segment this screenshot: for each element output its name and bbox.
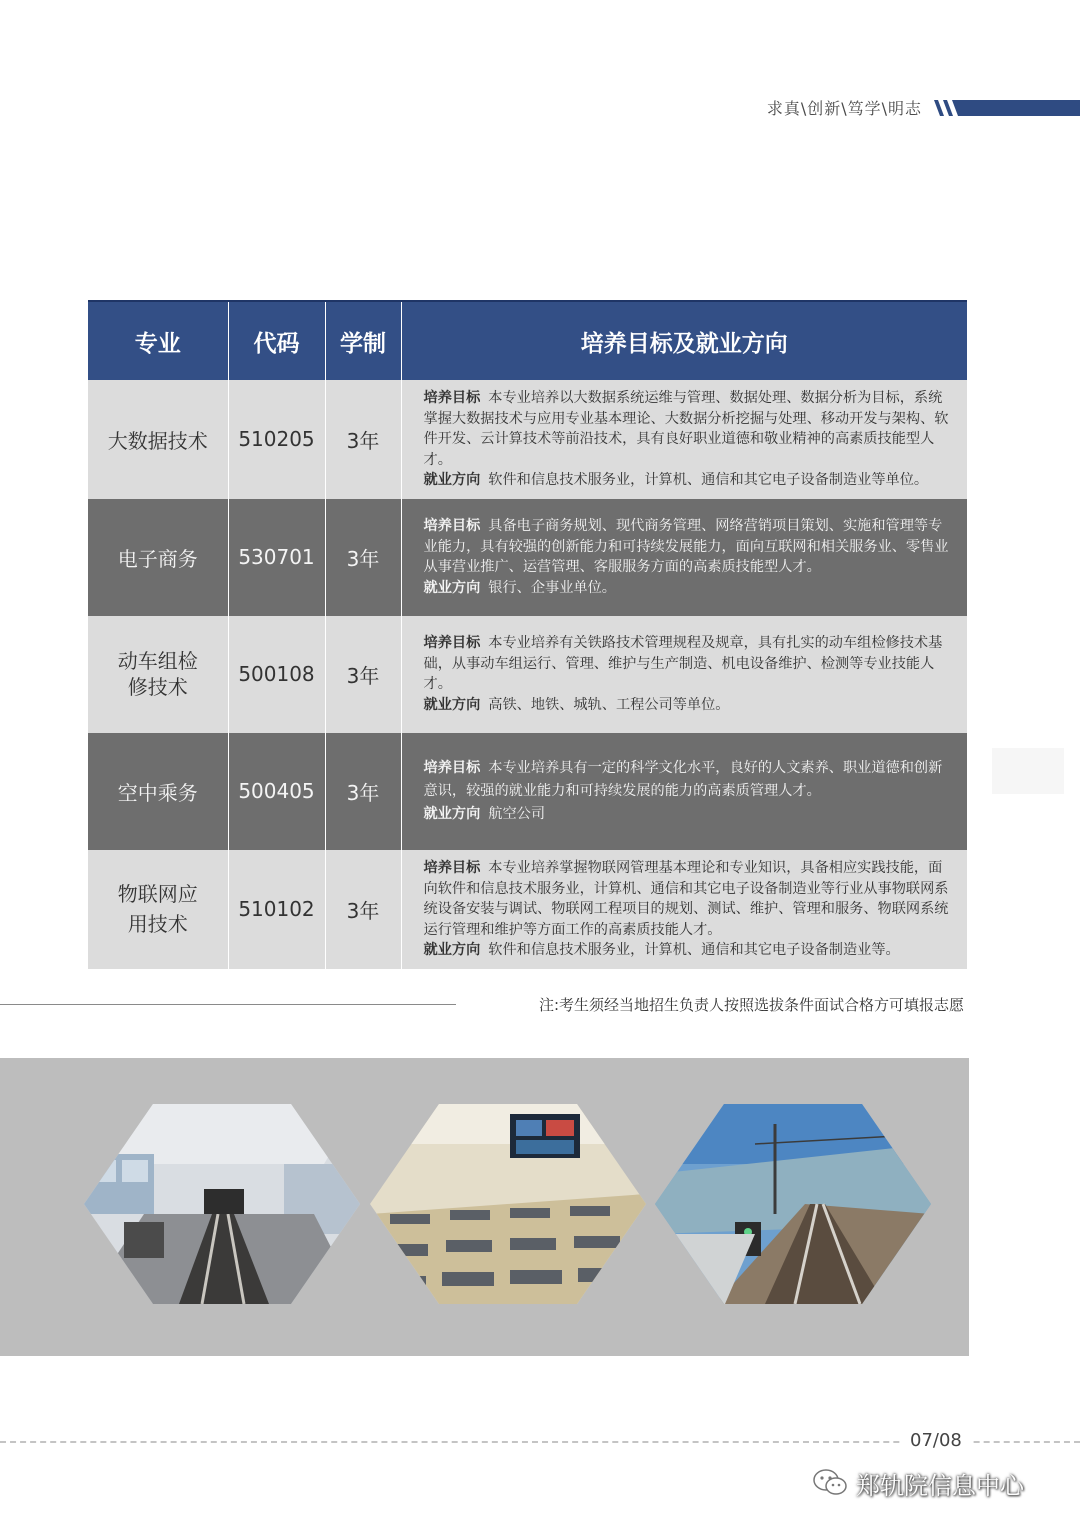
job-text: 航空公司 [488,805,546,822]
major-name-text: 动车组检修技术 [117,649,198,700]
major-name-text: 空中乘务 [117,780,198,805]
employment-direction [424,470,956,491]
job-text: 银行、企事业单位。 [488,580,616,597]
training-goal [424,388,956,470]
job-text: 软件和信息技术服务业，计算机、通信和其它电子设备制造业等。 [488,942,900,959]
page-number: 07/08 [902,1430,970,1451]
major-duration: 3年 [325,380,401,499]
wechat-icon [812,1468,848,1498]
table-row [88,733,967,850]
major-code: 500108 [228,616,325,733]
major-code: 500405 [228,733,325,850]
major-description [401,850,967,969]
major-name-text: 大数据技术 [107,428,208,453]
job-label: 就业方向 [423,580,481,597]
job-text: 高铁、地铁、城轨、工程公司等单位。 [488,697,730,714]
employment-direction [424,940,956,961]
major-name [88,616,228,733]
slash-bar-decoration [930,98,1080,118]
major-code: 510102 [228,850,325,969]
major-name-text: 物联网应用技术 [117,882,198,937]
training-goal [424,757,956,803]
training-goal [424,858,956,940]
goal-text: 具备电子商务规划、现代商务管理、网络营销项目策划、实施和管理等专业能力，具有较强的创新能力和可持续发展能力，面向互联网和相关服务业、零售业从事营业推广、运营管理、客服服务方面的高素质技能型人才。 [423,518,949,576]
goal-label: 培养目标 [423,859,481,876]
training-goal [424,516,956,578]
major-duration: 3年 [325,733,401,850]
major-description [401,733,967,850]
major-name [88,499,228,616]
header-major: 专业 [88,301,228,380]
header-duration: 学制 [325,301,401,380]
photo-training-hall [84,1104,360,1304]
photo-computer-lab [370,1104,646,1304]
table-row [88,499,967,616]
header-goal-and-jobs: 培养目标及就业方向 [401,301,967,380]
employment-direction [424,578,956,599]
job-label: 就业方向 [423,805,481,822]
goal-text: 本专业培养有关铁路技术管理规程及规章，具有扎实的动车组检修技术基础，从事动车组运行、管理、维护与生产制造、机电设备维护、检测等专业技能人才。 [423,635,943,693]
goal-label: 培养目标 [423,390,481,406]
photo-band [0,1058,969,1356]
major-duration: 3年 [325,499,401,616]
major-duration: 3年 [325,616,401,733]
job-label: 就业方向 [423,942,481,959]
header-code: 代码 [228,301,325,380]
goal-text: 本专业培养掌握物联网管理基本理论和专业知识，具备相应实践技能，面向软件和信息技术服务业，计算机、通信和其它电子设备制造业等行业从事物联网系统设备安装与调试、物联网工程项目的规划、测试、维护、管理和服务、物联网系统运行管理和维护等方面工作的高素质技能人才。 [423,859,949,938]
header-motto: 求真\创新\笃学\明志 [766,99,922,118]
major-code: 510205 [228,380,325,499]
job-label: 就业方向 [423,697,481,714]
employment-direction [424,803,956,826]
job-text: 软件和信息技术服务业，计算机、通信和其它电子设备制造业等单位。 [488,472,929,489]
majors-table [88,300,967,969]
goal-label: 培养目标 [423,518,481,535]
training-goal [424,633,956,695]
goal-text: 本专业培养以大数据系统运维与管理、数据处理、数据分析为目标，系统掌握大数据技术与应用专业基本理论、大数据分析挖掘与处理、移动开发与架构、软件开发、云计算技术等前沿技术，具有良好职业道德和敬业精神的高素质技能型人才。 [423,390,949,468]
major-description [401,380,967,499]
major-description [401,616,967,733]
note-divider [0,1004,456,1005]
table-row [88,380,967,499]
major-name [88,850,228,969]
goal-text: 本专业培养具有一定的科学文化水平，良好的人文素养、职业道德和创新意识，较强的就业能力和可持续发展的能力的高素质管理人才。 [423,759,943,799]
table-row [88,850,967,969]
employment-direction [424,695,956,716]
major-name [88,733,228,850]
table-row [88,616,967,733]
photo-railway-track [655,1104,931,1304]
major-duration: 3年 [325,850,401,969]
major-code: 530701 [228,499,325,616]
edge-decoration [992,748,1064,794]
major-name [88,380,228,499]
major-description [401,499,967,616]
goal-label: 培养目标 [423,635,481,652]
goal-label: 培养目标 [423,759,481,776]
table-header-row [88,301,967,380]
admission-note: 注:考生须经当地招生负责人按照选拔条件面试合格方可填报志愿 [538,996,964,1014]
major-name-text: 电子商务 [117,546,198,571]
account-name: 郑轨院信息中心 [856,1472,1024,1500]
job-label: 就业方向 [423,472,481,489]
